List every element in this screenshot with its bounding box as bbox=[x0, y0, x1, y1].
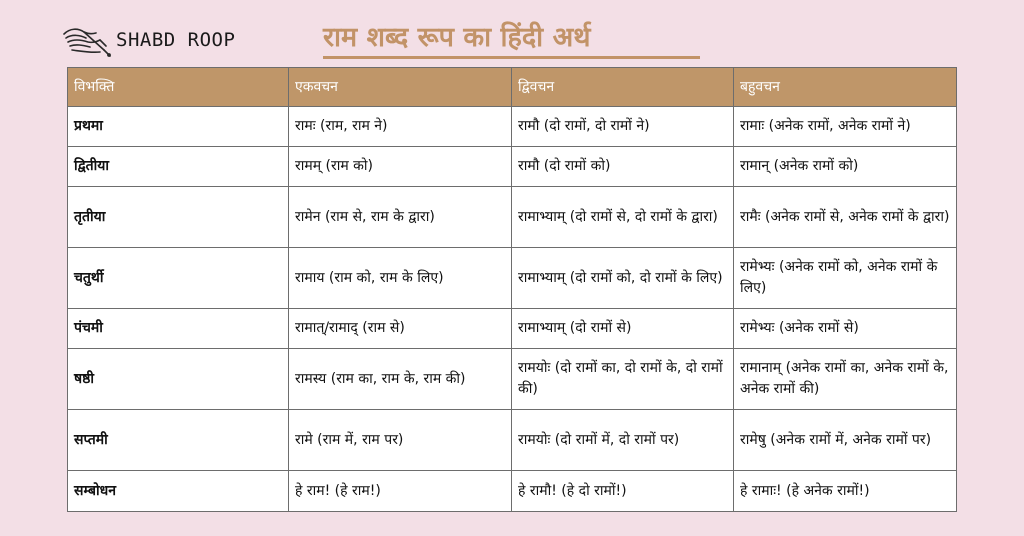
table-row bbox=[68, 410, 957, 471]
bahuvachan-cell: रामेभ्यः (अनेक रामों को, अनेक रामों के लिए) bbox=[734, 248, 957, 309]
ekvachan-cell: रामम् (राम को) bbox=[289, 147, 512, 187]
table-row bbox=[68, 107, 957, 147]
case-cell: प्रथमा bbox=[68, 107, 289, 147]
ekvachan-cell: रामात्/रामाद् (राम से) bbox=[289, 309, 512, 349]
table-row bbox=[68, 187, 957, 248]
dvivachan-cell: रामाभ्याम् (दो रामों को, दो रामों के लिए) bbox=[512, 248, 734, 309]
bahuvachan-cell: रामानाम् (अनेक रामों का, अनेक रामों के, अनेक रामों की) bbox=[734, 349, 957, 410]
case-cell: पंचमी bbox=[68, 309, 289, 349]
case-cell: षष्ठी bbox=[68, 349, 289, 410]
case-cell: सप्तमी bbox=[68, 410, 289, 471]
bahuvachan-cell: रामाः (अनेक रामों, अनेक रामों ने) bbox=[734, 107, 957, 147]
writing-hand-icon bbox=[60, 20, 114, 60]
brand-name: SHABD ROOP bbox=[116, 29, 236, 51]
table-header-row bbox=[68, 68, 957, 107]
title-underline bbox=[323, 56, 700, 59]
table-row bbox=[68, 471, 957, 512]
ekvachan-cell: रामस्य (राम का, राम के, राम की) bbox=[289, 349, 512, 410]
bahuvachan-cell: हे रामाः! (हे अनेक रामों!) bbox=[734, 471, 957, 512]
bahuvachan-cell: रामेभ्यः (अनेक रामों से) bbox=[734, 309, 957, 349]
dvivachan-cell: रामाभ्याम् (दो रामों से) bbox=[512, 309, 734, 349]
case-cell: तृतीया bbox=[68, 187, 289, 248]
case-cell: सम्बोधन bbox=[68, 471, 289, 512]
dvivachan-cell: रामयोः (दो रामों का, दो रामों के, दो रामों की) bbox=[512, 349, 734, 410]
table-row bbox=[68, 248, 957, 309]
header-vibhakti: विभक्ति bbox=[68, 68, 289, 107]
header-dvivachan: द्विवचन bbox=[512, 68, 734, 107]
ekvachan-cell: रामः (राम, राम ने) bbox=[289, 107, 512, 147]
ekvachan-cell: रामे (राम में, राम पर) bbox=[289, 410, 512, 471]
case-cell: चतुर्थी bbox=[68, 248, 289, 309]
table-row bbox=[68, 309, 957, 349]
dvivachan-cell: रामाभ्याम् (दो रामों से, दो रामों के द्वारा) bbox=[512, 187, 734, 248]
table-row bbox=[68, 349, 957, 410]
declension-table bbox=[67, 67, 957, 512]
case-cell: द्वितीया bbox=[68, 147, 289, 187]
header-bahuvachan: बहुवचन bbox=[734, 68, 957, 107]
page-title: राम शब्द रूप का हिंदी अर्थ bbox=[323, 22, 591, 53]
dvivachan-cell: रामौ (दो रामों, दो रामों ने) bbox=[512, 107, 734, 147]
dvivachan-cell: रामौ (दो रामों को) bbox=[512, 147, 734, 187]
bahuvachan-cell: रामेषु (अनेक रामों में, अनेक रामों पर) bbox=[734, 410, 957, 471]
ekvachan-cell: हे राम! (हे राम!) bbox=[289, 471, 512, 512]
table-row bbox=[68, 147, 957, 187]
bahuvachan-cell: रामान् (अनेक रामों को) bbox=[734, 147, 957, 187]
bahuvachan-cell: रामैः (अनेक रामों से, अनेक रामों के द्वारा) bbox=[734, 187, 957, 248]
ekvachan-cell: रामाय (राम को, राम के लिए) bbox=[289, 248, 512, 309]
dvivachan-cell: हे रामौ! (हे दो रामों!) bbox=[512, 471, 734, 512]
dvivachan-cell: रामयोः (दो रामों में, दो रामों पर) bbox=[512, 410, 734, 471]
ekvachan-cell: रामेन (राम से, राम के द्वारा) bbox=[289, 187, 512, 248]
brand-logo[interactable] bbox=[60, 20, 235, 60]
header-ekvachan: एकवचन bbox=[289, 68, 512, 107]
